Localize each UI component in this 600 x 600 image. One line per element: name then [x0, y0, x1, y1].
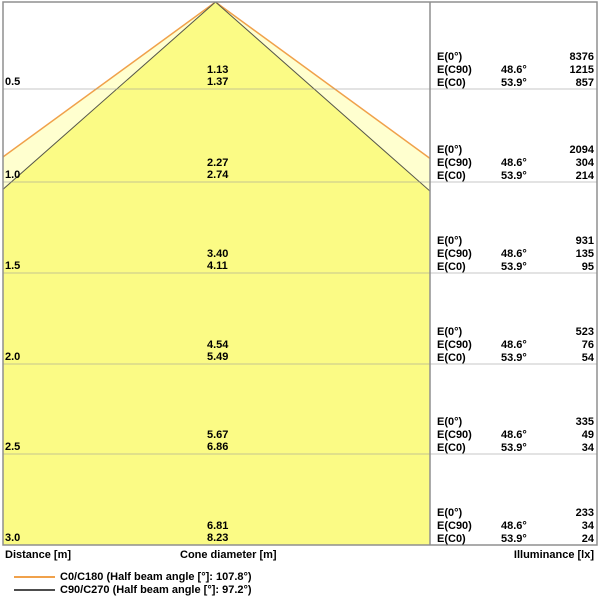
ec90-label: E(C90): [437, 338, 472, 351]
cone-diameter-c90: 5.67: [207, 429, 229, 441]
ec90-angle: 48.6°: [501, 428, 527, 441]
e0-label: E(0°): [437, 51, 463, 63]
ec0-value: 214: [575, 169, 594, 182]
ec0-label: E(C0): [437, 441, 466, 454]
ec0-value: 34: [581, 441, 594, 454]
ec90-value: 76: [581, 338, 594, 351]
ec0-angle: 53.9°: [501, 532, 527, 545]
legend: [14, 571, 252, 596]
cone-diameter-pair: [207, 248, 228, 272]
ec90-value: 34: [581, 519, 594, 532]
ec0-label: E(C0): [437, 532, 466, 545]
distance-label: 0.5: [5, 76, 21, 88]
ec90-angle: 48.6°: [501, 338, 527, 351]
ec90-angle: 48.6°: [501, 247, 527, 260]
e0-label: E(0°): [437, 507, 463, 519]
ec90-value: 304: [575, 156, 594, 169]
ec0-label: E(C0): [437, 351, 466, 364]
cone-diameter-c90: 3.40: [207, 248, 229, 260]
ec90-label: E(C90): [437, 519, 472, 532]
cone-diameter-c90: 1.13: [207, 64, 229, 76]
illuminance-cell: [437, 326, 594, 364]
cone-diameter-c0: 5.49: [207, 351, 229, 363]
ec0-label: E(C0): [437, 260, 466, 273]
e0-value: 2094: [569, 144, 594, 156]
illuminance-axis-title: Illuminance [lx]: [513, 549, 594, 561]
cone-diameter-c90: 4.54: [207, 339, 229, 351]
ec90-angle: 48.6°: [501, 519, 527, 532]
ec0-value: 857: [575, 76, 594, 89]
ec90-angle: 48.6°: [501, 156, 527, 169]
ec0-angle: 53.9°: [501, 76, 527, 89]
ec90-angle: 48.6°: [501, 63, 527, 76]
c90c270-line-swatch: [14, 589, 55, 591]
e0-label: E(0°): [437, 144, 463, 156]
distance-label: 1.5: [5, 260, 21, 272]
ec0-label: E(C0): [437, 169, 466, 182]
cone-diameter-c0: 4.11: [207, 260, 228, 272]
legend-item-c0c180: [14, 571, 252, 584]
c0c180-line-swatch: [14, 576, 55, 578]
e0-value: 233: [575, 507, 594, 519]
e0-label: E(0°): [437, 326, 463, 338]
distance-label: 3.0: [5, 532, 21, 544]
cone-diameter-c0: 1.37: [207, 76, 229, 88]
ec90-value: 135: [575, 247, 594, 260]
e0-value: 335: [575, 416, 594, 428]
ec0-value: 54: [581, 351, 594, 364]
ec90-label: E(C90): [437, 428, 472, 441]
ec0-angle: 53.9°: [501, 169, 527, 182]
illuminance-cell: [437, 51, 594, 89]
ec90-label: E(C90): [437, 156, 472, 169]
cone-diameter-pair: [207, 520, 228, 544]
distance-label: 1.0: [5, 169, 21, 181]
legend-item-c90c270: [14, 584, 252, 597]
e0-value: 931: [575, 235, 594, 247]
e0-label: E(0°): [437, 416, 463, 428]
illuminance-cell: [437, 507, 594, 545]
cone-diameter-c90: 2.27: [207, 157, 229, 169]
cone-diameter-axis-title: Cone diameter [m]: [180, 549, 277, 561]
cone-diameter-pair: [207, 429, 228, 453]
ec90-value: 1215: [569, 63, 594, 76]
e0-value: 8376: [569, 51, 594, 63]
ec90-label: E(C90): [437, 63, 472, 76]
illuminance-cell: [437, 416, 594, 454]
distance-label: 2.0: [5, 351, 21, 363]
legend-label: C90/C270 (Half beam angle [°]: 97.2°): [60, 583, 252, 596]
cone-diameter-pair: [207, 339, 228, 363]
ec0-value: 24: [581, 532, 594, 545]
ec0-value: 95: [581, 260, 594, 273]
cone-diameter-c0: 6.86: [207, 441, 229, 453]
cone-diameter-pair: [207, 157, 228, 181]
ec0-angle: 53.9°: [501, 260, 527, 273]
cone-diameter-c0: 8.23: [207, 532, 229, 544]
ec0-angle: 53.9°: [501, 351, 527, 364]
ec90-label: E(C90): [437, 247, 472, 260]
cone-diameter-pair: [207, 64, 228, 88]
distance-axis-title: Distance [m]: [5, 549, 72, 561]
illuminance-cell: [437, 144, 594, 182]
illuminance-cell: [437, 235, 594, 273]
e0-label: E(0°): [437, 235, 463, 247]
cone-diameter-c0: 2.74: [207, 169, 229, 181]
cone-diameter-c90: 6.81: [207, 520, 229, 532]
ec0-angle: 53.9°: [501, 441, 527, 454]
legend-label: C0/C180 (Half beam angle [°]: 107.8°): [60, 571, 252, 584]
ec0-label: E(C0): [437, 76, 466, 89]
e0-value: 523: [575, 326, 594, 338]
distance-label: 2.5: [5, 441, 21, 453]
ec90-value: 49: [581, 428, 594, 441]
